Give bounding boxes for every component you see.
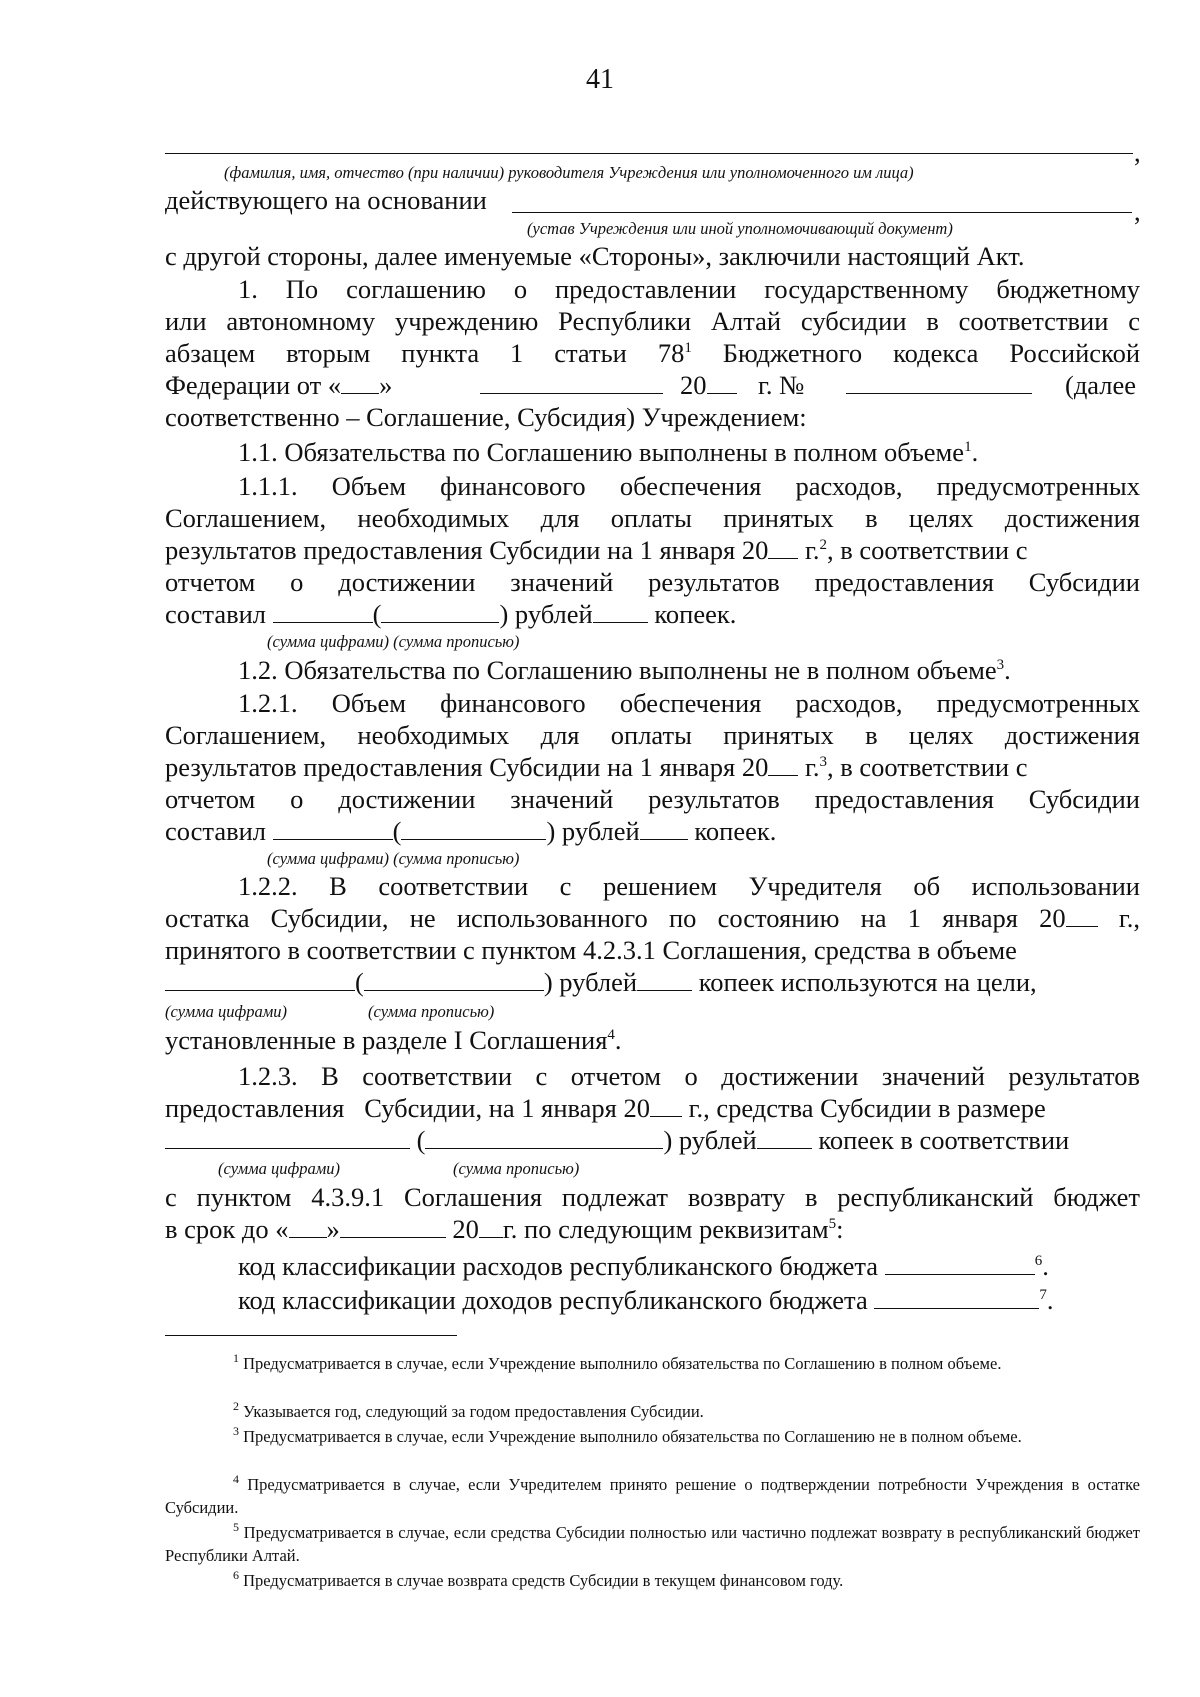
p111-line1: [238, 470, 1140, 502]
p121-line5b: (: [392, 816, 402, 846]
p111-line5b: (: [372, 599, 382, 629]
p121-line3b: г.: [804, 752, 820, 782]
p122-line4b: ) рублей: [543, 967, 638, 997]
footnote-3: [165, 1425, 1140, 1448]
rubles-blank: [640, 815, 688, 840]
footnote-separator: [165, 1335, 457, 1336]
day-blank: [341, 369, 379, 394]
p1-line3a: абзацем вторым пункта 1 статьи 78: [165, 338, 685, 368]
footnote-2-body: [165, 1400, 1140, 1423]
p1-line4e: (далее: [1065, 370, 1137, 400]
p1-line4c: 20: [680, 370, 707, 400]
p121-line3: [165, 751, 1028, 783]
p111-line1-text: 1.1.1. Объем финансового обеспечения расходов, предусмотренных: [238, 471, 1140, 501]
p111-line2: Соглашением, необходимых для оплаты принятых в целях достижения: [165, 503, 1140, 533]
p122-line5a: установленные в разделе I Соглашения: [165, 1025, 608, 1055]
footnote-1-body: [165, 1352, 1140, 1375]
p11-end: .: [971, 437, 979, 467]
p122-line2a: остатка Субсидии, не использованного по состоянию на 1 января 20: [165, 903, 1066, 933]
p121-line3a: результатов предоставления Субсидии на 1 января 20: [165, 752, 769, 782]
p122-line3: принятого в соответствии с пунктом 4.2.3.1 Соглашения, средства в объеме: [165, 935, 1017, 965]
comma-mark: ,: [1134, 137, 1141, 167]
footnote-number: 2: [233, 1399, 239, 1413]
caption-sum-words: (сумма прописью): [368, 1002, 495, 1021]
name-signature-line: [165, 153, 1133, 154]
sum-digits-blank: [165, 1124, 410, 1149]
p11-line: [238, 436, 978, 468]
dot: .: [1046, 1285, 1054, 1315]
footnote-number: 3: [233, 1424, 239, 1438]
p122-line5: [165, 1024, 622, 1056]
footnote-text: Указывается год, следующий за годом предоставления Субсидии.: [243, 1402, 704, 1421]
expense-code-blank: [885, 1250, 1035, 1275]
p122-line5b: .: [614, 1025, 622, 1055]
sum-words-blank: [381, 598, 499, 623]
p111-line5c: ) рублей: [499, 599, 593, 629]
sum-words-blank: [401, 815, 546, 840]
footnote-2: [165, 1400, 1140, 1423]
footnote-6: [165, 1569, 1140, 1592]
p11-text: 1.1. Обязательства по Соглашению выполнены в полном объеме: [238, 437, 965, 467]
p1-g-no: г. №: [758, 370, 805, 400]
p122-line4: [165, 966, 1037, 998]
footnote-ref: 2: [819, 537, 827, 553]
footnote-number: 4: [233, 1472, 239, 1486]
footnote-text: Предусматривается в случае, если Учредителем принято решение о подтверждении потребности Учреждения в остатке Субсидии.: [165, 1475, 1141, 1517]
p123-line3: [165, 1124, 1069, 1156]
sum-words-blank: [364, 966, 544, 991]
sum-words-blank: [425, 1124, 663, 1149]
footnote-ref: 3: [819, 754, 827, 770]
footnote-1: [165, 1352, 1140, 1375]
p121-line1-text: 1.2.1. Объем финансового обеспечения расходов, предусмотренных: [238, 688, 1140, 718]
year-blank: [768, 534, 798, 559]
p122-line2: [165, 902, 1140, 934]
p123-line1: [238, 1060, 1140, 1092]
p123-line2c: г., средства Субсидии в размере: [688, 1093, 1046, 1123]
p111-line5d: копеек.: [654, 599, 737, 629]
footnote-ref: 4: [607, 1027, 615, 1043]
dot: .: [1042, 1251, 1049, 1281]
caption-name: (фамилия, имя, отчество (при наличии) руководителя Учреждения или уполномоченного им лица): [224, 163, 914, 182]
p1-line2: или автономному учреждению Республики Алтай субсидии в соответствии с: [165, 306, 1140, 336]
p111-line3b: г.: [804, 535, 820, 565]
p12-text: 1.2. Обязательства по Соглашению выполнены не в полном объеме: [238, 655, 997, 685]
p121-line2: Соглашением, необходимых для оплаты принятых в целях достижения: [165, 720, 1140, 750]
p1-line5: соответственно – Соглашение, Субсидия) Учреждением:: [165, 402, 807, 432]
footnote-6-body: [165, 1569, 1140, 1592]
month-blank: [480, 393, 663, 394]
year-blank: [768, 751, 798, 776]
p121-line5d: копеек.: [694, 816, 777, 846]
p1-line4: [165, 369, 392, 401]
p111-line4: отчетом о достижении значений результатов предоставления Субсидии: [165, 567, 1140, 597]
p121-line1: [238, 687, 1140, 719]
footnote-ref: 7: [1039, 1287, 1047, 1303]
footnote-ref: 6: [1034, 1253, 1043, 1269]
p123-line5e: :: [836, 1214, 844, 1244]
caption-basis: (устав Учреждения или иной уполномочивающий документ): [527, 219, 953, 238]
p123-line3a: (: [416, 1125, 426, 1155]
footnote-ref: 3: [996, 657, 1005, 673]
year-blank: [1066, 902, 1098, 927]
year-blank: [707, 369, 737, 394]
p1-line3: [165, 337, 1140, 369]
p12-line: [238, 654, 1011, 686]
p123-line5b: »: [326, 1214, 340, 1244]
basis-line: [512, 212, 1132, 213]
day-blank: [289, 1213, 327, 1238]
p121-line3c: , в соответствии с: [826, 752, 1028, 782]
footnote-5: [165, 1521, 1140, 1567]
footnote-text: Предусматривается в случае возврата средств Субсидии в текущем финансовом году.: [243, 1571, 844, 1590]
p122-line4c: копеек используются на цели,: [698, 967, 1037, 997]
caption-sum: (сумма цифрами) (сумма прописью): [267, 849, 520, 868]
p123-line1-text: 1.2.3. В соответствии с отчетом о достижении значений результатов: [238, 1061, 1140, 1091]
year-blank: [479, 1213, 503, 1238]
p121-line5a: составил: [165, 816, 267, 846]
p1-line1-text: 1. По соглашению о предоставлении государственному бюджетному: [238, 274, 1140, 304]
p1-line4b: »: [379, 370, 393, 400]
footnote-text: Предусматривается в случае, если Учреждение выполнило обязательства по Соглашению в полном объеме.: [243, 1354, 1002, 1373]
comma-mark: ,: [1134, 196, 1141, 226]
page-number: 41: [586, 64, 614, 95]
p111-line5: [165, 598, 736, 630]
footnote-4-body: [165, 1473, 1140, 1519]
footnote-5-body: [165, 1521, 1140, 1567]
p123-line2a: предоставления: [165, 1093, 345, 1123]
expense-code-line: [238, 1250, 1049, 1282]
footnote-number: 5: [233, 1520, 239, 1534]
p123-line2b: Субсидии, на 1 января 20: [364, 1093, 650, 1123]
expense-code-label: код классификации расходов республиканского бюджета: [238, 1251, 879, 1281]
p1-line4a: Федерации от «: [165, 370, 342, 400]
p123-line5c: 20: [452, 1214, 479, 1244]
footnote-number: 1: [233, 1351, 239, 1365]
rubles-blank: [757, 1124, 812, 1149]
p122-line1: [238, 870, 1140, 902]
p111-line3: [165, 534, 1028, 566]
footnote-3-body: [165, 1425, 1140, 1448]
rubles-blank: [637, 966, 692, 991]
p123-line5: [165, 1213, 844, 1245]
sum-digits-blank: [273, 598, 373, 623]
footnote-4: [165, 1473, 1140, 1519]
caption-sum-digits: (сумма цифрами): [165, 1002, 288, 1021]
p121-line4: отчетом о достижении значений результатов предоставления Субсидии: [165, 784, 1140, 814]
p121-line5c: ) рублей: [546, 816, 640, 846]
footnote-number: 6: [233, 1568, 239, 1582]
p1-year-20: [680, 369, 737, 401]
sum-digits-blank: [273, 815, 393, 840]
footnote-text: Предусматривается в случае, если Учреждение выполнило обязательства по Соглашению не в полном объеме.: [243, 1427, 1022, 1446]
p121-line5: [165, 815, 776, 847]
footnote-ref: 1: [684, 340, 692, 356]
footnote-ref: 5: [828, 1216, 837, 1232]
p1-line3b: Бюджетного кодекса Российской: [722, 338, 1140, 368]
p123-line5d: г. по следующим реквизитам: [502, 1214, 829, 1244]
p122-line1-text: 1.2.2. В соответствии с решением Учредителя об использовании: [238, 871, 1140, 901]
rubles-blank: [593, 598, 648, 623]
caption-sum-words: (сумма прописью): [453, 1159, 580, 1178]
year-blank: [650, 1092, 682, 1117]
p111-line5a: составил: [165, 599, 267, 629]
p123-line3b: ) рублей: [663, 1125, 757, 1155]
p123-line2: [165, 1092, 1046, 1124]
p122-line2b: г.,: [1118, 903, 1140, 933]
p123-line5a: в срок до «: [165, 1214, 289, 1244]
p1-line1: [238, 273, 1140, 305]
sum-digits-blank: [165, 966, 355, 991]
p111-line3c: , в соответствии с: [826, 535, 1028, 565]
other-side-line: с другой стороны, далее именуемые «Стороны», заключили настоящий Акт.: [165, 241, 1025, 271]
p122-line2-wrap: [165, 903, 1098, 933]
footnote-text: Предусматривается в случае, если средства Субсидии полностью или частично подлежат возврату в республиканский бюджет Республики Алтай.: [165, 1523, 1140, 1565]
caption-sum: (сумма цифрами) (сумма прописью): [267, 632, 520, 651]
p123-line3c: копеек в соответствии: [818, 1125, 1070, 1155]
p111-line3a: результатов предоставления Субсидии на 1 января 20: [165, 535, 769, 565]
p123-line4: с пунктом 4.3.9.1 Соглашения подлежат возврату в республиканский бюджет: [165, 1182, 1140, 1212]
p122-line4a: (: [355, 967, 364, 997]
income-code-label: код классификации доходов республиканского бюджета: [238, 1285, 868, 1315]
income-code-line: [238, 1284, 1053, 1316]
income-code-blank: [874, 1284, 1039, 1309]
footnote-ref: 1: [964, 439, 972, 455]
caption-sum-digits: (сумма цифрами): [218, 1159, 341, 1178]
p12-end: .: [1004, 655, 1011, 685]
number-blank: [846, 393, 1032, 394]
acting-on-basis-label: действующего на основании: [165, 185, 487, 215]
month-blank: [340, 1213, 446, 1238]
